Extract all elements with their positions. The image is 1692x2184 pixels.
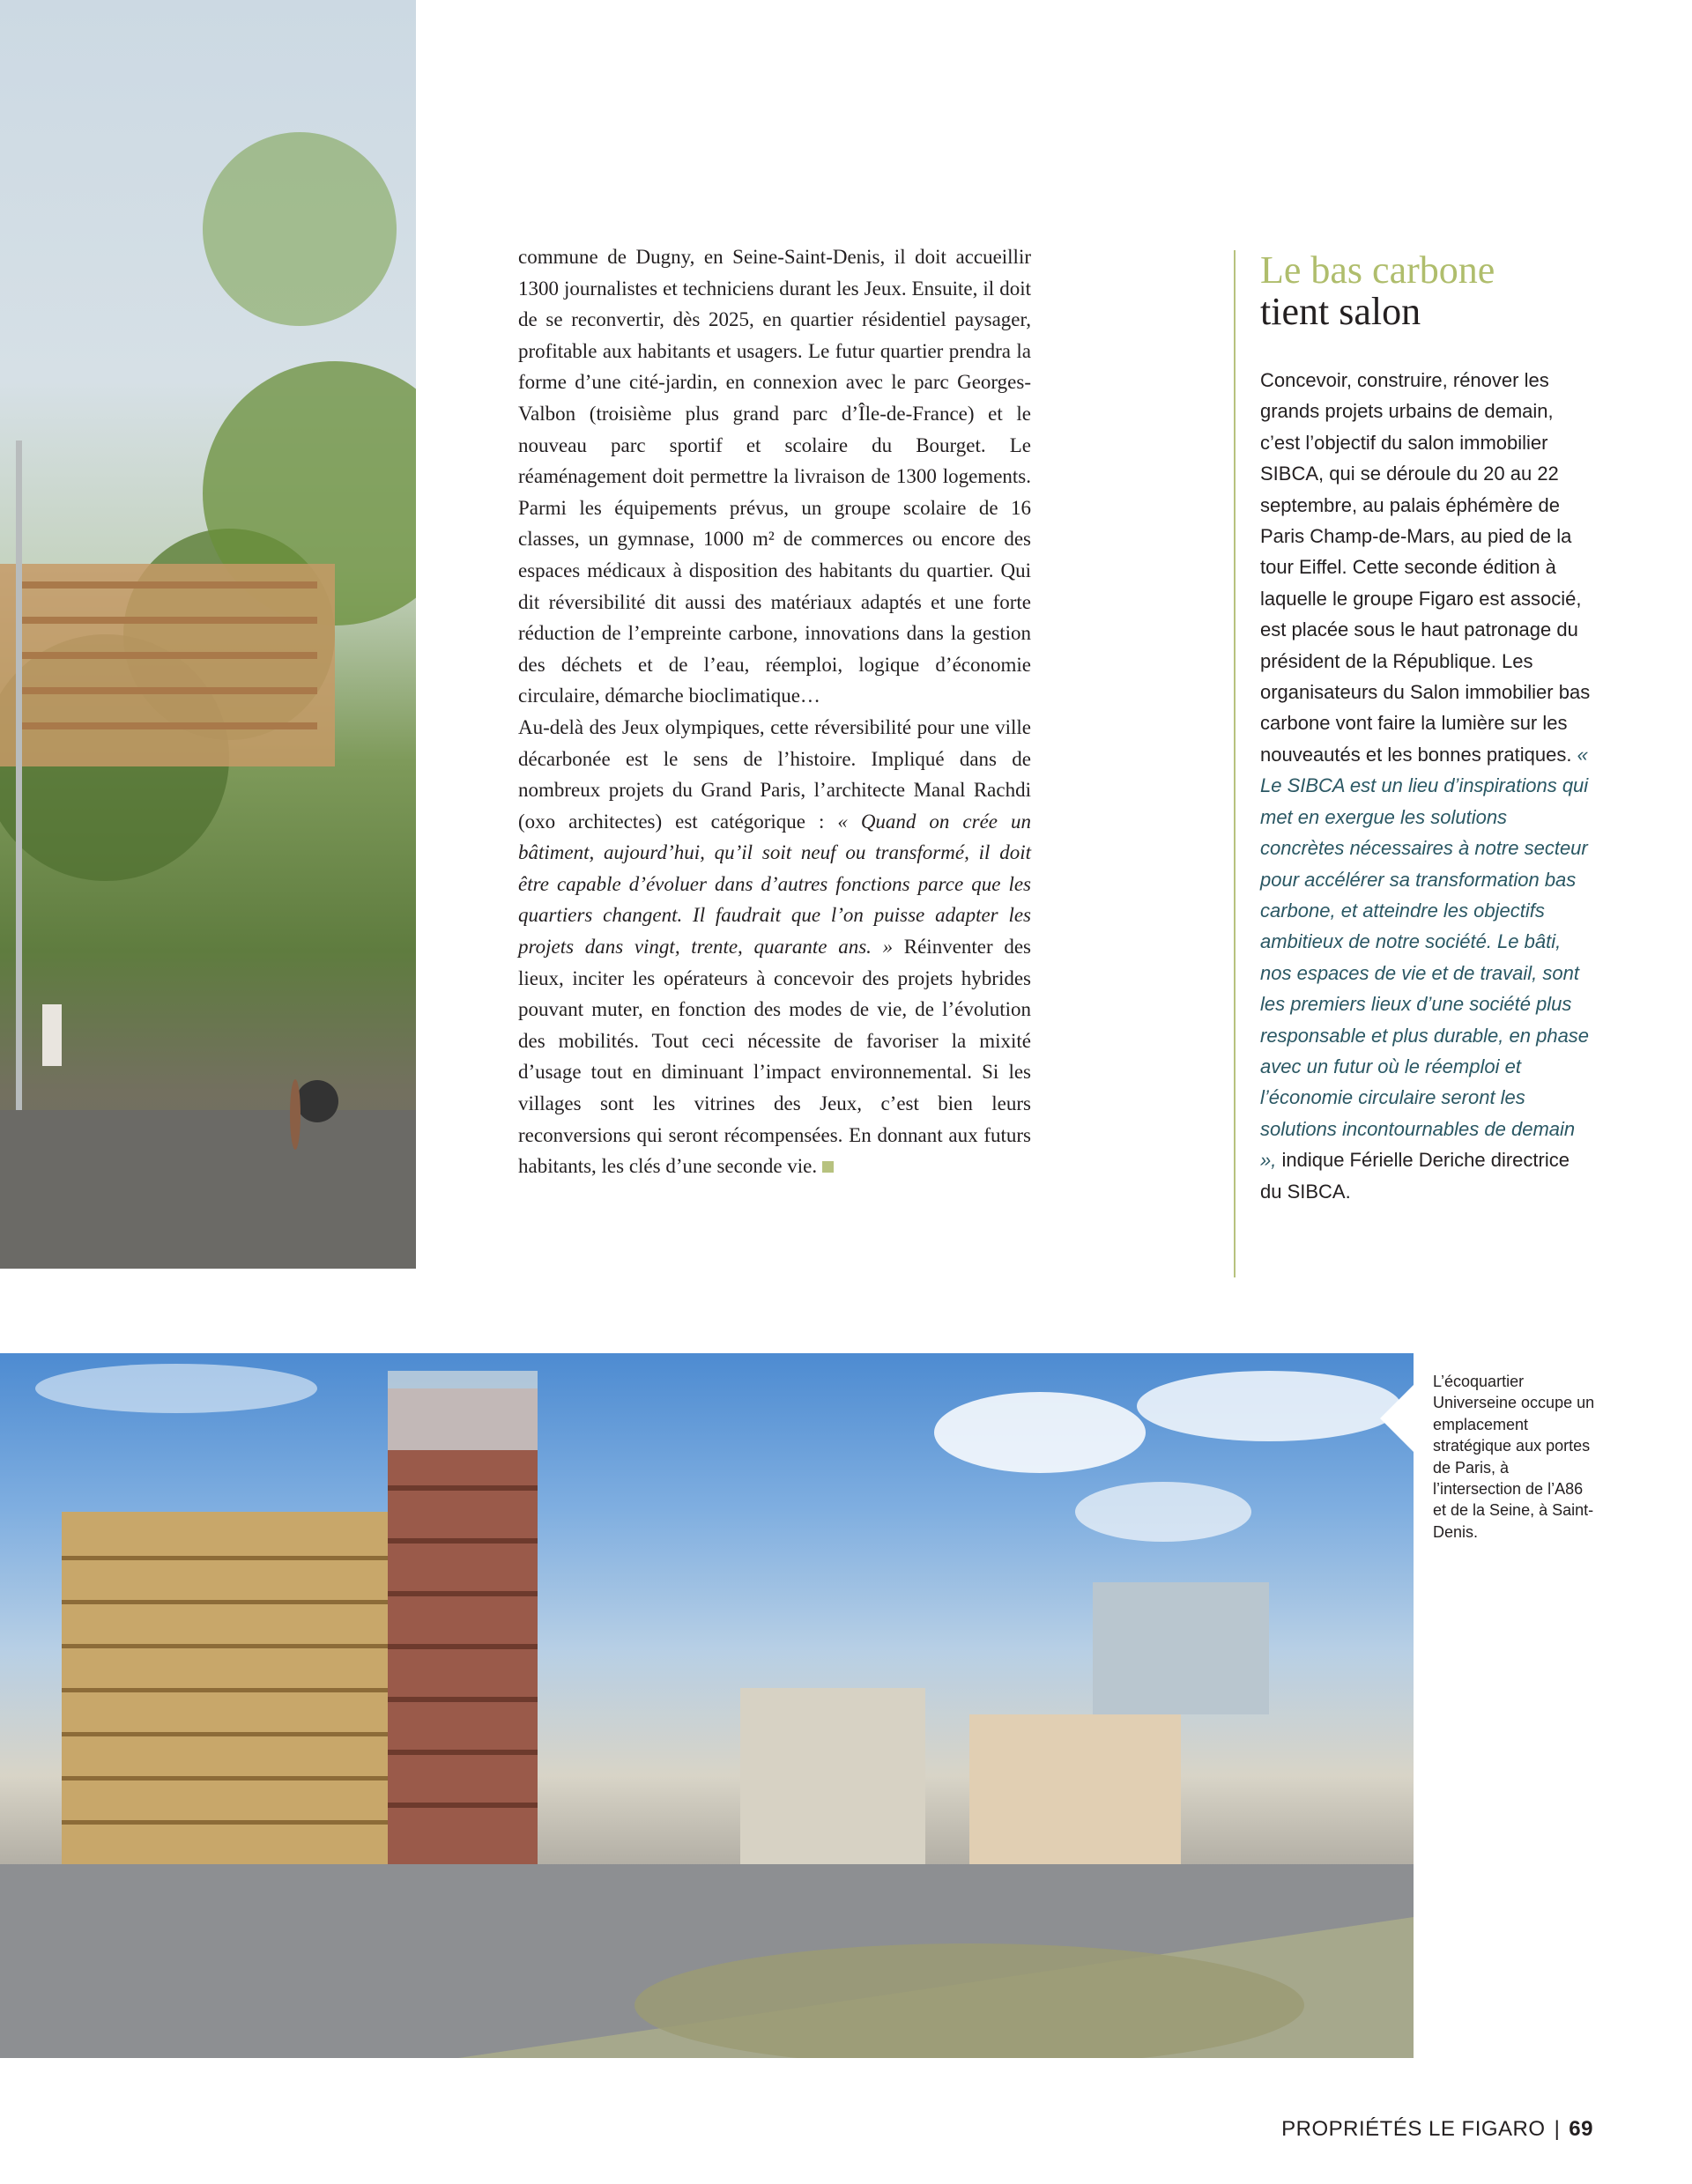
universeine-rendering <box>0 1353 1414 2058</box>
photo-caption: L’écoquartier Universeine occupe un emplacement stratégique aux portes de Paris, à l’intersection de l’A86 et de la Seine, à Saint-Denis. <box>1433 1373 1595 1541</box>
paragraph-2-intro: Au-delà des Jeux olympiques, cette réversibilité pour une ville décarbonée est le sens de l’histoire. Impliqué dans de nombreux projets du Grand Paris, l’architecte Manal Rachdi (oxo architectes) est catégorique : <box>518 715 1031 833</box>
publication-name: PROPRIÉTÉS LE FIGARO <box>1281 2117 1546 2141</box>
sidebar-text-intro: Concevoir, construire, rénover les grands projets urbains de demain, c’est l’objectif du salon immobilier SIBCA, qui se déroule du 20 au 22 septembre, au palais éphémère de Paris Champ-de-Mars, au pied de la tour Eiffel. Cette seconde édition à laquelle le groupe Figaro est associé, est placée sous le haut patronage du président de la République. Les organisateurs du Salon immobilier bas carbone vont faire la lumière sur les nouveautés et les bonnes pratiques. <box>1260 369 1591 766</box>
footer-separator: | <box>1554 2117 1561 2141</box>
page-number: 69 <box>1569 2117 1593 2141</box>
sidebar-quote: « Le SIBCA est un lieu d’inspirations qui met en exergue les solutions concrètes nécessaires à notre secteur pour accélérer sa transformation bas carbone, et atteindre les objectifs ambitieux de notre société. Le bâti, nos espaces de vie et de travail, sont les premiers lieux d’une société plus responsable et plus durable, en phase avec un futur où le réemploi et l’économie circulaire seront les solutions incontournables de demain », <box>1260 743 1590 1172</box>
page-footer <box>1276 2117 1593 2142</box>
sidebar-title-line2: tient salon <box>1260 290 1421 333</box>
paragraph-2-end: Réinventer des lieux, inciter les opérateurs à concevoir des projets hybrides pouvant muter, en fonction des modes de vie, de l’évolution des mobilités. Tout ceci nécessite de favoriser la mixité d’usage tout en diminuant l’impact environnemental. Si les villages sont les vitrines des Jeux, c’est bien leurs reconversions qui seront récompensées. En donnant aux futurs habitants, les clés d’une seconde vie. <box>518 936 1031 1178</box>
article-end-square-icon <box>822 1161 834 1173</box>
paragraph-2 <box>518 712 1031 1182</box>
universeine-ecoquartier-photo <box>0 1353 1414 2058</box>
top-left-architecture-photo <box>0 0 416 1269</box>
garden-bikers-rendering <box>0 0 416 1269</box>
sidebar-title-line1: Le bas carbone <box>1260 248 1495 292</box>
main-article-text <box>518 241 1031 1182</box>
paragraph-1: commune de Dugny, en Seine-Saint-Denis, il doit accueillir 1300 journalistes et techniciens durant les Jeux. Ensuite, il doit de se reconvertir, dès 2025, en quartier résidentiel paysager, profitable aux habitants et usagers. Le futur quartier prendra la forme d’une cité-jardin, en connexion avec le parc Georges-Valbon (troisième plus grand parc d’Île-de-France) et le nouveau parc sportif et scolaire du Bourget. Le réaménagement doit permettre la livraison de 1300 logements. Parmi les équipements prévus, un groupe scolaire de 16 classes, un gymnase, 1000 m² de commerces ou encore des espaces médicaux à disposition des habitants du quartier. Qui dit réversibilité dit aussi des matériaux adaptés et une forte réduction de l’empreinte carbone, innovations dans la gestion des déchets et de l’eau, réemploi, logique d’économie circulaire, démarche bioclimatique… <box>518 246 1031 707</box>
sidebar-text <box>1260 365 1595 1207</box>
sidebar-text-end: indique Férielle Deriche directrice du SIBCA. <box>1260 1149 1570 1203</box>
architect-quote: « Quand on crée un bâtiment, aujourd’hui, qu’il soit neuf ou transformé, il doit être capable d’évoluer dans d’autres fonctions parce que les quartiers changent. Il faudrait que l’on puisse adapter les projets dans vingt, trente, quarante ans. » <box>518 810 1031 959</box>
sidebar-box <box>1234 250 1595 1277</box>
caption-pointer-arrow-icon <box>1380 1383 1415 1454</box>
